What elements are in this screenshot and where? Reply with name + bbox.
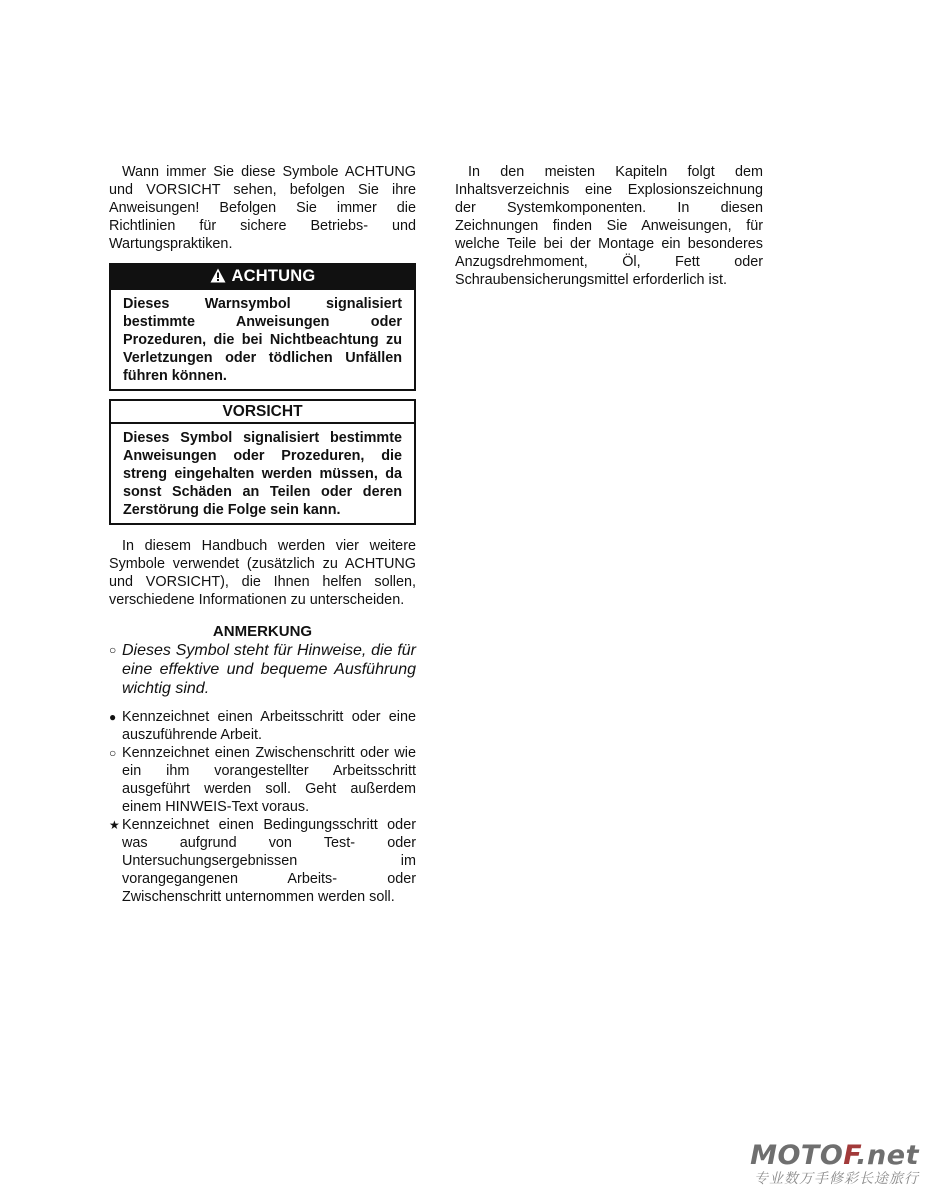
caution-text: Dieses Symbol signalisiert bestimmte Anweisungen oder Prozeduren, die streng eingehalten werden müssen, da sonst Schäden an Teilen oder deren Zerstörung die Folge sein kann. [123,430,402,518]
symbol-item-substep [109,744,416,816]
intro-paragraph: Wann immer Sie diese Symbole ACHTUNG und VORSICHT sehen, befolgen Sie ihre Anweisungen! Befolgen Sie immer die Richtlinien für sichere Betriebs- und Wartungspraktiken. [109,164,416,252]
watermark-subtitle: 专业数万手修彩长途旅行 [754,1170,919,1186]
right-column [455,163,763,289]
watermark-logo: MOTOF.net [750,1140,919,1171]
symbol-item-text: Kennzeichnet einen Zwischenschritt oder wie ein ihm vorangestellter Arbeitsschritt ausgeführt werden soll. Geht außerdem einem HINWEIS-Text voraus. [122,745,416,815]
filled-circle-icon: ● [109,710,117,724]
caution-box [109,399,416,525]
symbol-item-text: Kennzeichnet einen Arbeitsschritt oder eine auszuführende Arbeit. [122,709,416,743]
explosion-drawing-paragraph: In den meisten Kapiteln folgt dem Inhaltsverzeichnis eine Explosionszeichnung der Systemkomponenten. In diesen Zeichnungen finden Sie Anweisungen, für welche Teile bei der Montage ein besonderes Anzugsdrehmoment, Öl, Fett oder Schraubensicherungsmittel erforderlich ist. [455,164,763,288]
hollow-circle-icon: ○ [109,643,117,657]
symbol-item-text: Kennzeichnet einen Bedingungsschritt oder was aufgrund von Test- oder Untersuchungsergebnissen im vorangegangenen Arbeits- oder Zwischenschritt unternommen werden soll. [122,817,416,905]
note-body [109,641,416,698]
caution-title: VORSICHT [111,401,414,424]
note-title: ANMERKUNG [212,623,313,640]
warning-box [109,263,416,391]
symbol-item-step [109,708,416,744]
warning-title: ACHTUNG [231,267,316,285]
warning-triangle-icon [210,267,226,290]
symbol-item-condition [109,816,416,906]
left-column [109,163,416,906]
symbols-intro-paragraph: In diesem Handbuch werden vier weitere Symbole verwendet (zusätzlich zu ACHTUNG und VORSICHT), die Ihnen helfen sollen, verschiedene Informationen zu unterscheiden. [109,538,416,608]
star-icon: ★ [109,818,120,832]
note-text: Dieses Symbol steht für Hinweise, die für eine effektive und bequeme Ausführung wichtig sind. [122,642,416,697]
watermark [750,1142,919,1186]
warning-header [111,265,414,290]
hollow-circle-icon: ○ [109,746,117,760]
warning-text: Dieses Warnsymbol signalisiert bestimmte Anweisungen oder Prozeduren, die bei Nichtbeachtung zu Verletzungen oder tödlichen Unfällen führen können. [123,296,402,384]
